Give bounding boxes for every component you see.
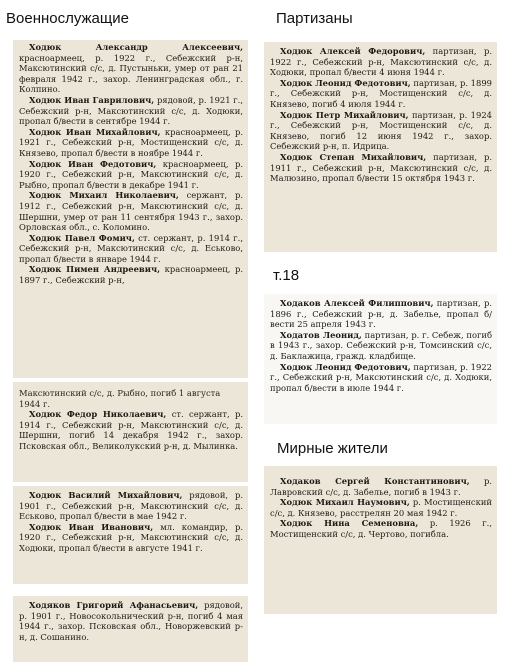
record-name: Ходюк Леонид Федотович, (280, 77, 411, 88)
record-text: красноармеец, р. 1920 г., Себежский р-н, Максютинский с/с, д. Рыбно, пропал б/вести в декабре 1941 г. (19, 158, 243, 190)
record-entry (19, 233, 243, 265)
record-entry (19, 127, 243, 159)
record-name: Ходюк Иван Федотович, (29, 158, 157, 169)
record-text: рядовой, р. 1901 г., Себежский р-н, Максютинский с/с, д. Еськово, пропал б/вести в мае 1942 г. (19, 490, 243, 522)
record-name: Ходюк Леонид Федотович, (280, 361, 411, 372)
record-text: ст. сержант, р. 1914 г., Себежский р-н, Максютинский с/с, д. Еськово, пропал б/вести в январе 1944 г. (19, 232, 243, 264)
record-entry (19, 159, 243, 191)
record-entry (270, 78, 492, 110)
record-entry (19, 264, 243, 285)
military-clipping-3 (13, 486, 248, 584)
record-text: партизан, р. 1922 г., Себежский р-н, Максютинский с/с, д. Ходюки, пропал б/вести в июле 1944 г. (270, 361, 492, 393)
record-text: партизан, р. 1896 г., Себежский р-н, д. Забелье, пропал б/вести 25 апреля 1943 г. (270, 298, 492, 330)
record-name: Ходюк Василий Михайлович, (29, 490, 183, 500)
partisans-clipping (264, 42, 497, 252)
record-entry (270, 110, 492, 152)
heading-volume: т.18 (273, 267, 300, 284)
record-text: красноармеец, р. 1921 г., Себежский р-н, Мостищенский с/с, д. Князево, пропал б/вести в ноябре 1944 г. (19, 126, 244, 158)
record-entry (19, 42, 243, 95)
military-clipping-4 (13, 596, 248, 662)
military-clipping-1 (13, 40, 248, 378)
record-entry (19, 190, 243, 232)
record-text: рядовой, р. 1901 г., Новосокольнический р-н, погиб 4 мая 1944 г., захор. Псковская обл., Новоржевский р-н, д. Сошанино. (19, 600, 243, 642)
volume-clipping (264, 294, 497, 424)
record-entry (19, 522, 243, 554)
record-text: р. 1926 г., Мостищенский с/с, д. Чертово, погибла. (270, 518, 492, 539)
record-text: красноармеец, р. 1897 г., Себежский р-н, (19, 264, 243, 286)
record-name: Ходюк Иван Михайлович, (29, 126, 161, 137)
record-name: Ходюк Михаил Николаевич, (29, 190, 179, 201)
record-text: мл. командир, р. 1920 г., Себежский р-н, Максютинский с/с, д. Ходюки, пропал б/вести в августе 1941 г. (19, 521, 243, 553)
record-text: рядовой, р. 1921 г., Себежский р-н, Максютинский с/с, д. Ходюки, пропал б/вести в сентябре 1944 г. (19, 94, 243, 127)
heading-civilians: Мирные жители (277, 440, 388, 457)
record-entry (19, 409, 243, 451)
record-text: сержант, р. 1912 г., Себежский р-н, Максютинский с/с, д. Шершни, умер от ран 11 сентября 1943 г., захор. Орловская обл., с. Коломино. (19, 190, 243, 233)
record-entry (19, 95, 243, 127)
record-name: Ходюк Федор Николаевич, (29, 409, 167, 420)
record-continuation: Максютинский с/с, д. Рыбно, погиб 1 августа 1944 г. (19, 388, 221, 409)
heading-partisans: Партизаны (276, 10, 353, 27)
record-entry (270, 497, 492, 518)
record-text: партизан, р. 1924 г., Себежский р-н, Мостищенский с/с, д. Князево, погиб 12 июня 1942 г., захор. Себежский р-н, п. Идрица. (270, 109, 492, 152)
record-name: Ходаков Сергей Константинович, (280, 476, 470, 486)
record-name: Ходяков Григорий Афанасьевич, (29, 600, 199, 610)
record-name: Ходюк Павел Фомич, (29, 232, 135, 243)
record-name: Ходюк Иван Иванович, (29, 521, 154, 532)
record-entry (270, 362, 492, 394)
record-entry (270, 46, 492, 78)
record-text: партизан, р. 1922 г., Себежский р-н, Максютинский с/с, д. Ходюки, пропал б/вести 4 июня 1944 г. (270, 46, 492, 78)
record-name: Ходюк Нина Семеновна, (280, 518, 419, 529)
record-name: Ходюк Степан Михайлович, (280, 151, 427, 162)
record-entry (270, 518, 492, 539)
record-name: Ходаков Алексей Филиппович, (280, 298, 434, 308)
record-name: Ходюк Михаил Наумович, (280, 497, 410, 508)
military-clipping-2 (13, 382, 248, 482)
heading-military: Военнослужащие (6, 10, 129, 27)
record-text: партизан, р. 1911 г., Себежский р-н, Максютинский с/с, д. Малюзино, пропал б/вести 15 октября 1943 г. (270, 151, 492, 184)
military-list-1 (19, 42, 243, 286)
civilians-clipping (264, 466, 497, 614)
record-name: Ходюк Пимен Андреевич, (29, 264, 161, 275)
record-entry (270, 152, 492, 184)
record-entry (270, 476, 492, 497)
record-text: красноармеец, р. 1922 г., Себежский р-н, Максютинский с/с, д. Пустыньки, умер от ран 21 февраля 1942 г., захор. Ленинградская обл., г. Колпино. (19, 52, 243, 95)
record-entry (19, 600, 243, 642)
record-text: ст. сержант, р. 1914 г., Себежский р-н, Максютинский с/с, д. Шершни, погиб 14 декабря 1942 г., захор. Псковская обл., Великолукский р-н, д. Мылинка. (19, 409, 243, 451)
record-text: р. Мостищенский с/с, д. Князево, расстрелян 20 мая 1942 г. (270, 497, 492, 518)
record-text: партизан, р. г. Себеж, погиб в 1943 г., захор. Себежский р-н, Томсинский с/с, д. Баклажица, гражд. кладбище. (270, 329, 492, 361)
record-text: партизан, р. 1899 г., Себежский р-н, Мостищенский с/с, д. Князево, погиб 4 июля 1944 г. (270, 77, 492, 109)
record-name: Ходюк Алексей Федорович, (280, 46, 426, 56)
record-name: Ходюк Иван Гаврилович, (29, 94, 155, 105)
record-name: Ходюк Александр Алексеевич, (29, 42, 243, 52)
record-name: Ходюк Петр Михайлович, (280, 109, 409, 120)
record-entry (270, 298, 492, 330)
record-entry (270, 330, 492, 362)
record-text: р. Лавровский с/с, д. Забелье, погиб в 1943 г. (270, 476, 492, 497)
record-entry (19, 490, 243, 522)
record-name: Ходатов Леонид, (280, 329, 362, 340)
